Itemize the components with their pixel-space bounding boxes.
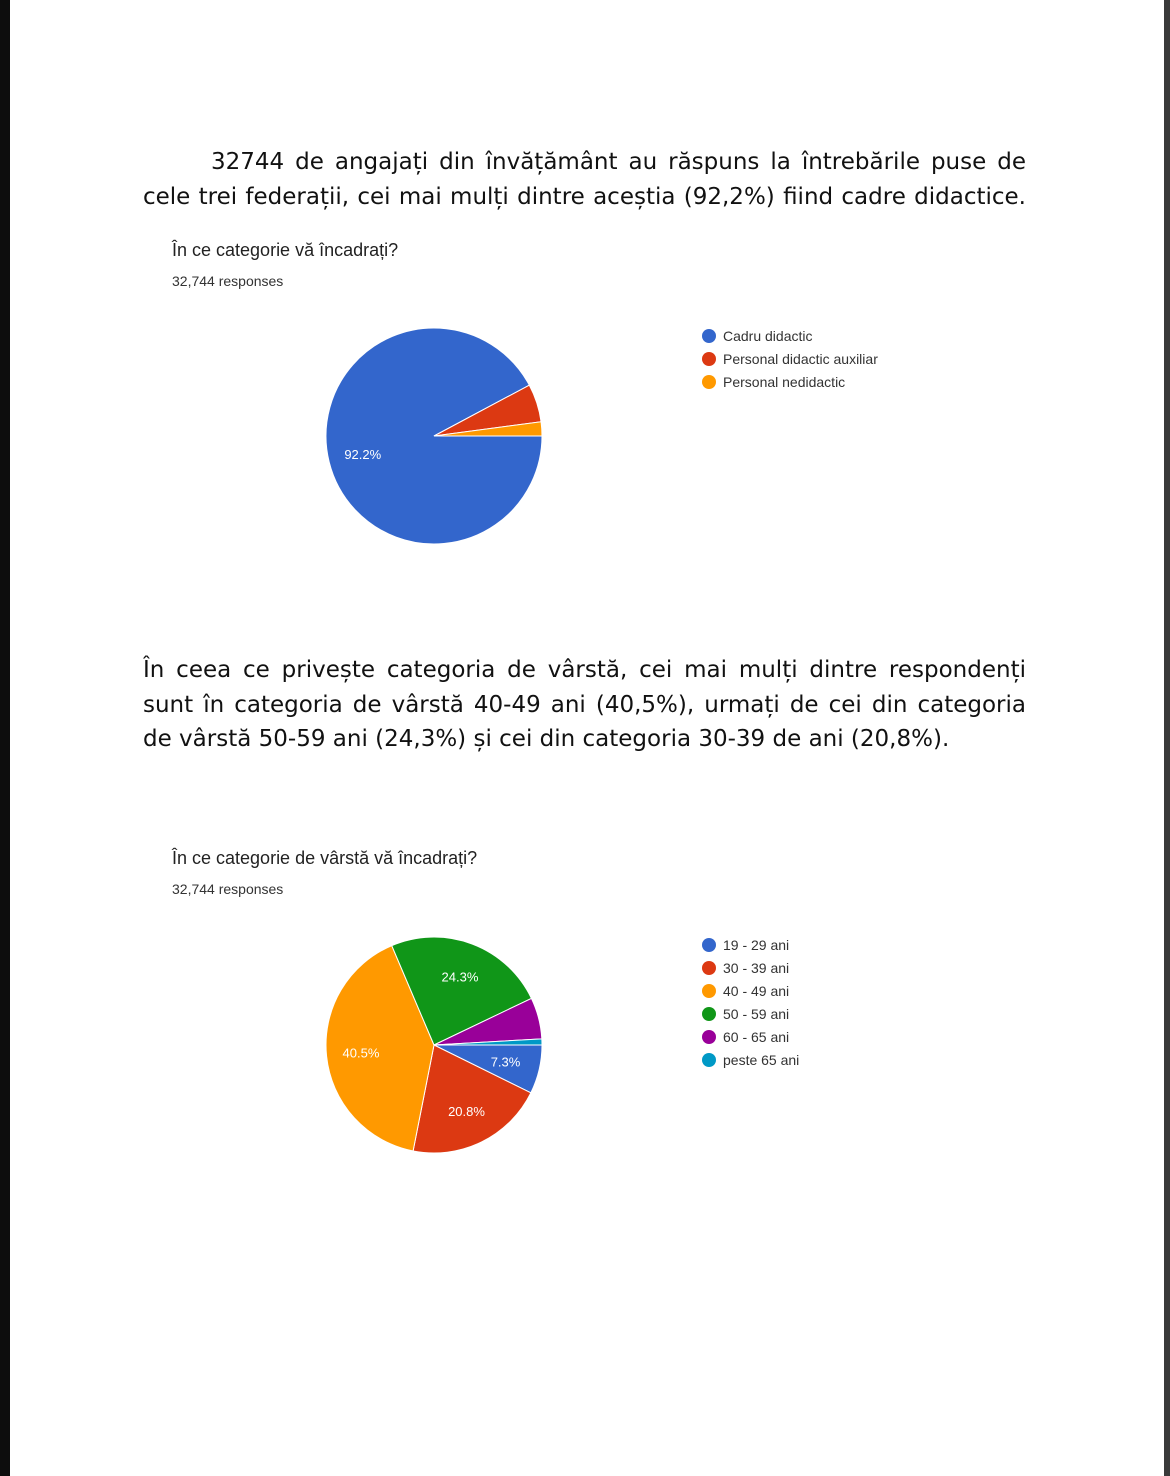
slice-label-cadru-didactic: 92.2% [344, 446, 382, 462]
legend-item-cadru-didactic [702, 324, 878, 347]
legend-swatch [702, 375, 716, 389]
legend-swatch [702, 1053, 716, 1067]
legend-item-30-39-ani [702, 956, 799, 979]
intro-paragraph-text: 32744 de angajați din învățământ au răspuns la întrebările puse de cele trei federații, cei mai mulți dintre aceștia (92,2%) fiind cadre didactice. [143, 149, 1026, 210]
legend-item-personal-nedidactic [702, 370, 878, 393]
legend-label: Cadru didactic [723, 327, 813, 344]
chart-response-count: 32,744 responses [172, 273, 284, 289]
legend-label: 30 - 39 ani [723, 959, 790, 976]
pie-svg [0, 848, 1170, 1178]
legend-swatch [702, 329, 716, 343]
legend-item-60-65-ani [702, 1025, 799, 1048]
category-pie-chart [0, 240, 1170, 560]
age-paragraph-text: În ceea ce privește categoria de vârstă, cei mai mulți dintre respondenți sunt în categoria de vârstă 40-49 ani (40,5%), urmați de cei din categoria de vârstă 50-59 ani (24,3%) și cei din categoria 30-39 de ani (20,8%). [143, 657, 1026, 752]
slice-label-40-49-ani: 40.5% [342, 1045, 380, 1061]
legend-swatch [702, 1007, 716, 1021]
legend-label: Personal nedidactic [723, 373, 846, 390]
chart-title: În ce categorie de vârstă vă încadrați? [172, 848, 478, 868]
age-paragraph [143, 653, 1026, 757]
legend-item-personal-didactic-auxiliar [702, 347, 878, 370]
chart-response-count: 32,744 responses [172, 881, 284, 897]
legend-label: 40 - 49 ani [723, 982, 790, 999]
legend-swatch [702, 1030, 716, 1044]
pie-svg [0, 240, 1170, 560]
legend-item-19-29-ani [702, 933, 799, 956]
legend-swatch [702, 352, 716, 366]
chart-title: În ce categorie vă încadrați? [172, 240, 399, 260]
legend-label: Personal didactic auxiliar [723, 350, 878, 367]
chart-legend [702, 324, 878, 393]
legend-swatch [702, 961, 716, 975]
slice-label-30-39-ani: 20.8% [448, 1103, 485, 1119]
slice-label-19-29-ani: 7.3% [490, 1054, 521, 1070]
legend-label: 19 - 29 ani [723, 936, 790, 953]
legend-label: peste 65 ani [723, 1051, 800, 1068]
slice-label-50-59-ani: 24.3% [441, 969, 479, 985]
right-border [1164, 0, 1170, 1476]
legend-item-50-59-ani [702, 1002, 799, 1025]
legend-label: 60 - 65 ani [723, 1028, 790, 1045]
legend-swatch [702, 938, 716, 952]
left-border [0, 0, 10, 1476]
legend-item-40-49-ani [702, 979, 799, 1002]
chart-legend [702, 933, 799, 1071]
intro-paragraph [143, 145, 1026, 214]
legend-item-peste-65-ani [702, 1048, 799, 1071]
age-pie-chart [0, 848, 1170, 1178]
legend-swatch [702, 984, 716, 998]
legend-label: 50 - 59 ani [723, 1005, 790, 1022]
